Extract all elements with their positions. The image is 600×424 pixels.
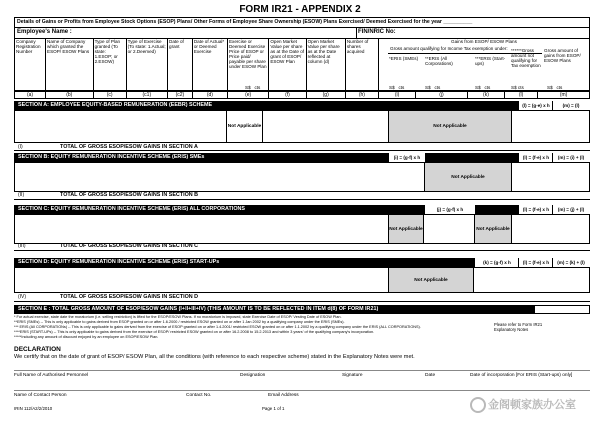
letter: (j) (416, 92, 468, 99)
signature-line-1 (14, 370, 590, 371)
letter: (k) (467, 92, 504, 99)
roman-i: (I) (18, 144, 23, 150)
declaration-heading: DECLARATION (14, 346, 61, 353)
footnote-4: ****ERIS (START-UPs) -- This is only applicable to gains derived from the exercise of ESOP/ restricted ESOW granted on or after 16.2.2008 to 15.2.2013 and within 3 years' of the qualifying company's incorporation. (14, 330, 375, 334)
rule (14, 199, 590, 200)
fin-label: FIN/NRIC No: (358, 29, 396, 35)
col-exercise-type: Type of Exercise (To state: 1.Actual; or 2.Deemed) (126, 39, 167, 91)
currency-e: S$ cts (245, 85, 261, 90)
col-plan-type: Type of Plan granted (To state: 1.ESOP; or 2.ESOW) (93, 39, 126, 91)
formula-m: (m) = (i) + (l) (552, 153, 589, 162)
not-applicable-c2: Not Applicable (474, 214, 512, 244)
letter: (a) (15, 92, 46, 99)
currency-k: S$ cts (475, 85, 491, 90)
formula-m: (m) = (j) + (l) (552, 205, 589, 214)
total-b: TOTAL OF GROSS ESOP/ESOW GAINS IN SECTION B (60, 192, 199, 198)
col-company-reg: Company Registration Number (15, 39, 46, 91)
form-title: FORM IR21 - APPENDIX 2 (239, 4, 361, 15)
formula-l: (l) = (f-e) x h (518, 153, 553, 162)
section-e-total-box (534, 305, 590, 314)
not-applicable-a-gains: Not Applicable (388, 110, 512, 143)
formula-i: (i) = (g-f) x h (388, 153, 425, 162)
label-incorporation: Date of incorporation [For ERIS (Start-ups) only] (470, 373, 573, 378)
not-applicable-b: Not Applicable (424, 162, 512, 192)
letter: (h) (345, 92, 378, 99)
letter: (c2) (168, 92, 193, 99)
col-company-name: Name of Company which granted the ESOP/ ESOW Plans (46, 39, 94, 91)
signature-line-2 (14, 390, 590, 391)
section-b-header: SECTION B: EQUITY REMUNERATION INCENTIVE SCHEME (ERIS) SMEs (i) = (g-f) x h (l) = (f-e) x h (m) = (i) + (l) (14, 153, 588, 162)
section-e-header: SECTION E : TOTAL GROSS AMOUNT OF ESOP/ESOW GAINS (I+II+III+IV) (THIS AMOUNT IS TO BE REFLECTED IN ITEM d(8) OF FORM IR21) (14, 305, 534, 314)
letter: (m) (538, 92, 590, 99)
gains-header: Gains from ESOP/ ESOW Plans (378, 39, 589, 91)
roman-iv: (IV) (18, 294, 27, 300)
section-d-body (14, 267, 590, 293)
col-shares: Number of shares acquired (345, 39, 378, 91)
label-email: Email Address (268, 393, 299, 398)
divider (356, 28, 357, 38)
letter: (b) (46, 92, 94, 99)
col-not-qualifying: ******Gross amount not qualifying for Tax exemption (511, 48, 541, 68)
formula-j: (j) = (g-f) x h (424, 205, 475, 214)
currency-m: S$ cts (547, 85, 563, 90)
currency-l: S$ cts (511, 85, 524, 90)
form-code: IRIN 112/A2/2/2010 (14, 406, 53, 411)
formula-m: (m) = (l) (552, 101, 589, 110)
watermark-logo-icon (470, 397, 486, 413)
letter: (d) (192, 92, 227, 99)
col-date-grant: Date of grant (168, 39, 193, 91)
rule (14, 150, 590, 151)
refer-note: Please refer to Form IR21 Explanatory Notes (494, 322, 543, 332)
not-applicable-a: Not Applicable (226, 110, 263, 143)
letter: (c) (93, 92, 126, 99)
details-header: Details of Gains or Profits from Employee Stock Options (ESOP) Plans/ Other Forms of Employee Share Ownership (ESOW) Plans Exercised/ Deemed Exercised for the year __________ (14, 17, 590, 28)
currency-j: S$ cts (425, 85, 441, 90)
roman-ii: (II) (18, 192, 25, 198)
section-a-header: SECTION A: EMPLOYEE EQUITY-BASED REMUNERATION (EEBR) SCHEME (l) = (g-e) x h (m) = (l) (14, 101, 588, 110)
col-omv-exercise: Open Market Value per share as at the Date reflected at column (d) (306, 39, 345, 91)
footnote-2: **ERIS (SMEs) -- This is only applicable to gains derived from ESOP granted on or after 1.6.2000 / restricted ESOW granted on or after 1 Jan 2002 by a qualifying company under the ERIS (SMEs). (14, 320, 345, 324)
letter: (g) (306, 92, 345, 99)
rule (14, 301, 590, 302)
letter: (e) (227, 92, 268, 99)
letter: (l) (505, 92, 538, 99)
label-designation: Designation (240, 373, 266, 378)
col-eris-startups: ***ERIS (Start-ups) (475, 56, 506, 66)
col-exercise-price: Exercise or Deemed Exercise Price of ESOP or Price paid/ payable per share under ESOW Plan (227, 39, 268, 91)
label-contact-no: Contact No. (186, 393, 212, 398)
roman-iii: (III) (18, 243, 26, 249)
label-date: Date (425, 373, 436, 378)
total-d: TOTAL OF GROSS ESOP/ESOW GAINS IN SECTION D (60, 294, 199, 300)
footnote-5: *****Including any amount of discount enjoyed by an employee on ESOP/ESOW Plan. (14, 335, 159, 339)
footnote-1: * For actual exercise, state date the moratorium (i.e. selling restriction) is lifted for the ESOP/ESOW Plans. If no moratorium is imposed, state Exercise Date of ESOP/ Vesting Date of ESOW Plan. (14, 315, 342, 319)
currency-i: S$ cts (389, 85, 405, 90)
label-contact-person: Name of Contact Person (14, 393, 67, 398)
employee-name-label: Employee's Name : (17, 29, 72, 35)
letters-row (14, 91, 590, 99)
section-d-header: SECTION D: EQUITY REMUNERATION INCENTIVE SCHEME (ERIS) START-UPs (k) = (g-f) x h (l) = (f-e) x h (m) = (k) + (l) (14, 258, 588, 267)
formula-l: (l) = (f-e) x h (518, 258, 553, 267)
col-eris-smes: *ERIS (SMEs) (389, 56, 419, 61)
section-c-header: SECTION C: EQUITY REMUNERATION INCENTIVE SCHEME (ERIS) ALL CORPORATIONS (j) = (g-f) x h (l) = (f-e) x h (m) = (j) + (l) (14, 205, 588, 214)
letter: (c1) (126, 92, 167, 99)
label-full-name: Full Name of Authorised Personnel (14, 373, 89, 378)
letter: (f) (269, 92, 306, 99)
rule (14, 250, 590, 251)
col-date-exercise: Date of Actual* or Deemed Exercise (192, 39, 227, 91)
label-signature: Signature (342, 373, 363, 378)
formula-l: (l) = (g-e) x h (518, 101, 553, 110)
page-number: Page 1 of 1 (262, 406, 285, 411)
not-applicable-d: Not Applicable (388, 267, 474, 293)
col-omv-grant: Open Market Value per share as at the Date of grant of ESOP/ ESOW Plan (269, 39, 306, 91)
total-a: TOTAL OF GROSS ESOP/ESOW GAINS IN SECTION A (60, 144, 198, 150)
declaration-text: We certify that on the date of grant of ESOP/ ESOW Plan, all the conditions (with reference to each respective scheme) stated in the Explanatory Notes were met. (14, 354, 415, 360)
col-gross-gains: Gross amount of gains from ESOP/ ESOW Plans (544, 48, 581, 63)
total-c: TOTAL OF GROSS ESOP/ESOW GAINS IN SECTION C (60, 243, 199, 249)
letter: (i) (378, 92, 415, 99)
formula-m: (m) = (k) + (l) (552, 258, 589, 267)
col-eris-all: **ERIS (All Corporations) (425, 56, 453, 66)
formula-k: (k) = (g-f) x h (474, 258, 519, 267)
footnote-3: *** ERIS (All CORPORATIONs) -- This is only applicable to gains derived from the exercise of ESOP granted on or after 1.4.2001/ restricted ESOW granted on or after 1.1.2002 by a qualifying company under the ERIS (ALL CORPORATIONS). (14, 325, 421, 329)
watermark: 金阁顿家族办公室 (470, 396, 576, 413)
not-applicable-c1: Not Applicable (388, 214, 424, 244)
gross-exempt-header: Gross amount qualifying for Income Tax exemption under: (388, 46, 542, 54)
formula-l: (l) = (f-e) x h (518, 205, 553, 214)
